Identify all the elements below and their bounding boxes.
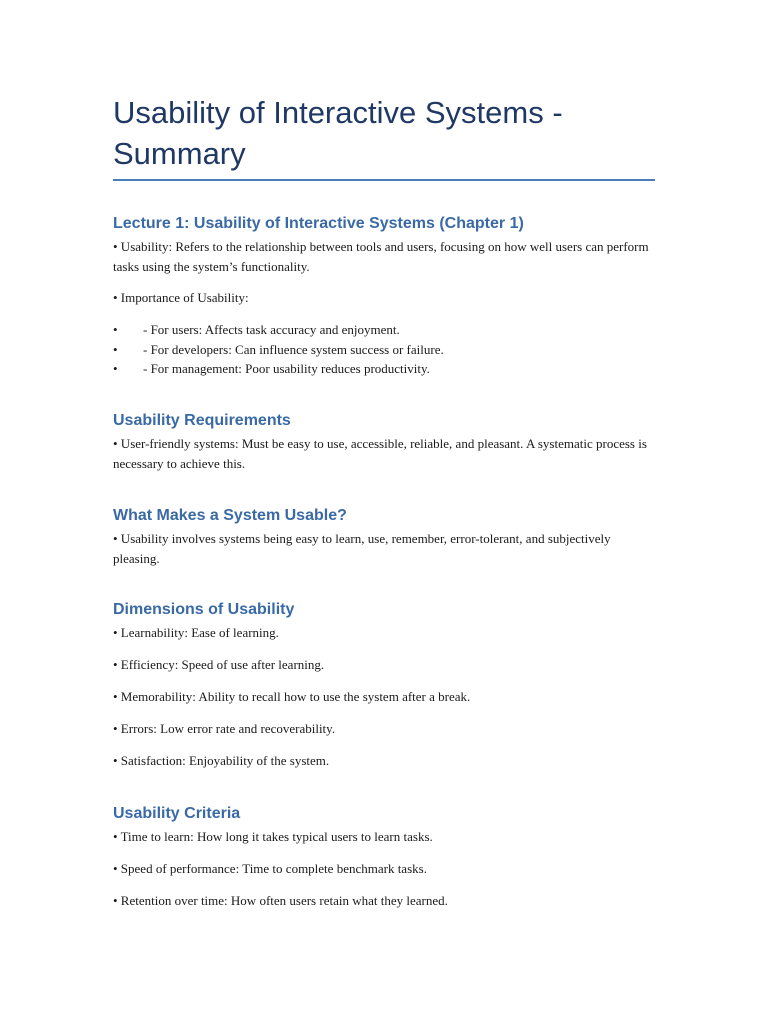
list-item-text: - For users: Affects task accuracy and enjoyment. xyxy=(143,322,400,337)
paragraph-importance-of-usability: • Importance of Usability: xyxy=(113,290,249,305)
section-heading-lecture-1: Lecture 1: Usability of Interactive Systems (Chapter 1) xyxy=(113,215,524,232)
paragraph-memorability: • Memorability: Ability to recall how to use the system after a break. xyxy=(113,689,471,704)
section-heading-usability-criteria: Usability Criteria xyxy=(113,805,241,822)
paragraph-usability-involves: • Usability involves systems being easy to learn, use, remember, error-tolerant, and subjectively pleasing. xyxy=(113,531,611,566)
bullet-icon: • xyxy=(113,322,118,337)
paragraph-time-to-learn: • Time to learn: How long it takes typical users to learn tasks. xyxy=(113,829,433,844)
document-page xyxy=(113,92,655,908)
page-title: Usability of Interactive Systems - Summary xyxy=(113,95,563,171)
paragraph-learnability: • Learnability: Ease of learning. xyxy=(113,625,279,640)
list-item xyxy=(113,359,655,379)
paragraph-usability-definition: • Usability: Refers to the relationship between tools and users, focusing on how well users can perform tasks using the system’s functionality. xyxy=(113,239,649,274)
section-heading-usability-requirements: Usability Requirements xyxy=(113,412,291,429)
bullet-icon: • xyxy=(113,361,118,376)
paragraph-errors: • Errors: Low error rate and recoverability. xyxy=(113,721,336,736)
paragraph-efficiency: • Efficiency: Speed of use after learning. xyxy=(113,657,325,672)
title-divider xyxy=(113,179,655,181)
section-heading-dimensions: Dimensions of Usability xyxy=(113,601,295,618)
paragraph-retention-over-time: • Retention over time: How often users retain what they learned. xyxy=(113,893,448,908)
list-item-text: - For developers: Can influence system success or failure. xyxy=(143,341,444,357)
importance-bullet-list xyxy=(113,320,655,379)
paragraph-satisfaction: • Satisfaction: Enjoyability of the system. xyxy=(113,753,330,768)
list-item xyxy=(113,340,655,360)
bullet-icon: • xyxy=(113,341,118,357)
section-heading-what-makes-usable: What Makes a System Usable? xyxy=(113,507,347,524)
paragraph-user-friendly-systems: • User-friendly systems: Must be easy to use, accessible, reliable, and pleasant. A systematic process is necessary to achieve this. xyxy=(113,436,647,471)
paragraph-speed-of-performance: • Speed of performance: Time to complete benchmark tasks. xyxy=(113,861,427,876)
list-item-text: - For management: Poor usability reduces productivity. xyxy=(143,361,430,376)
list-item xyxy=(113,320,655,340)
